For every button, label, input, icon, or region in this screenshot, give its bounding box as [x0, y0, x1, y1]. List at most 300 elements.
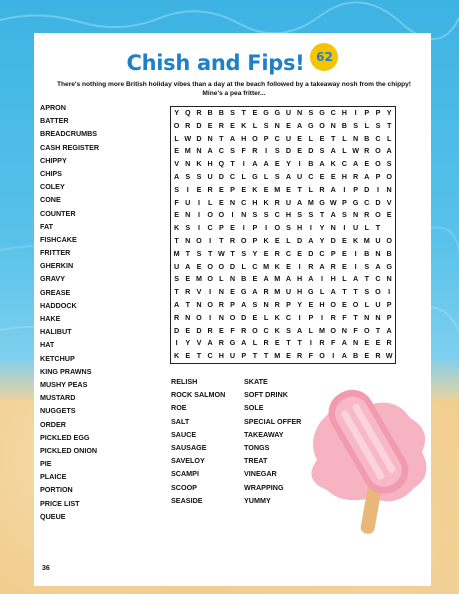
grid-letter: S: [241, 248, 247, 258]
grid-letter: U: [285, 287, 292, 297]
grid-letter: G: [252, 171, 258, 181]
grid-letter: E: [330, 171, 336, 181]
grid-letter: E: [196, 261, 202, 271]
grid-letter: A: [207, 338, 213, 348]
grid-letter: U: [285, 108, 292, 117]
grid-letter: I: [209, 312, 212, 322]
grid-letter: E: [342, 261, 347, 271]
grid-letter: G: [352, 197, 359, 207]
grid-letter: P: [230, 184, 235, 194]
grid-letter: L: [386, 133, 392, 143]
grid-letter: I: [343, 223, 346, 233]
grid-letter: O: [252, 325, 258, 335]
grid-letter: S: [308, 108, 314, 117]
grid-letter: G: [319, 197, 325, 207]
grid-letter: W: [385, 351, 393, 361]
grid-letter: N: [364, 312, 370, 322]
grid-letter: K: [241, 120, 247, 130]
grid-letter: N: [386, 274, 392, 284]
grid-letter: D: [375, 197, 381, 207]
grid-letter: I: [197, 210, 200, 220]
grid-letter: D: [285, 146, 292, 156]
grid-letter: E: [174, 146, 179, 156]
grid-letter: T: [375, 223, 381, 233]
word-list-item: TREAT: [244, 456, 268, 466]
grid-row: [171, 273, 395, 286]
grid-letter: E: [230, 120, 235, 130]
grid-letter: L: [364, 223, 369, 233]
grid-row: [171, 120, 395, 133]
grid-letter: E: [386, 210, 392, 220]
grid-letter: W: [329, 197, 337, 207]
word-list-item: KING PRAWNS: [40, 366, 92, 376]
word-list-item: SKATE: [244, 377, 268, 386]
grid-letter: A: [364, 171, 370, 181]
grid-letter: K: [252, 184, 258, 194]
grid-letter: P: [386, 312, 392, 322]
grid-letter: O: [319, 120, 325, 130]
grid-letter: S: [364, 287, 370, 297]
grid-letter: C: [263, 325, 269, 335]
page-title: Chish and Fips!: [126, 51, 305, 75]
grid-letter: E: [364, 159, 370, 169]
word-list-item: WRAPPING: [244, 482, 284, 492]
grid-letter: R: [274, 248, 280, 258]
grid-letter: A: [297, 197, 303, 207]
word-list-item: KETCHUP: [40, 353, 75, 363]
grid-letter: I: [321, 274, 324, 284]
grid-letter: P: [241, 351, 247, 361]
grid-letter: T: [241, 108, 246, 117]
grid-letter: R: [218, 299, 224, 309]
grid-letter: O: [218, 210, 225, 220]
grid-letter: O: [274, 223, 281, 233]
grid-letter: H: [319, 299, 325, 309]
grid-letter: I: [354, 248, 357, 258]
word-list-item: YUMMY: [244, 495, 271, 505]
grid-letter: I: [242, 223, 245, 233]
grid-letter: N: [218, 312, 224, 322]
grid-letter: O: [375, 159, 381, 169]
grid-letter: C: [274, 210, 280, 220]
grid-letter: Q: [184, 108, 191, 117]
word-list-item: HALIBUT: [40, 327, 72, 337]
grid-letter: F: [308, 351, 314, 361]
grid-letter: D: [241, 312, 247, 322]
grid-letter: B: [218, 108, 224, 117]
grid-letter: T: [353, 312, 358, 322]
grid-row: [171, 248, 395, 261]
grid-letter: L: [219, 274, 224, 284]
grid-letter: S: [263, 210, 269, 220]
word-list-item: ROCK SALMON: [171, 390, 226, 400]
grid-letter: C: [285, 248, 292, 258]
grid-letter: A: [241, 299, 247, 309]
grid-letter: E: [297, 248, 303, 258]
grid-letter: U: [185, 197, 191, 207]
grid-letter: U: [285, 197, 292, 207]
grid-letter: P: [364, 108, 370, 117]
grid-letter: D: [308, 248, 314, 258]
word-list-item: APRON: [40, 103, 66, 112]
grid-letter: A: [185, 261, 191, 271]
grid-letter: U: [229, 351, 236, 361]
grid-letter: I: [298, 261, 301, 271]
grid-letter: E: [319, 133, 325, 143]
grid-letter: L: [364, 299, 369, 309]
word-list-column-a: [40, 101, 99, 523]
word-list-item: RELISH: [171, 377, 198, 386]
grid-letter: E: [286, 261, 291, 271]
grid-letter: P: [252, 223, 258, 233]
grid-letter: E: [364, 351, 370, 361]
grid-row: [171, 209, 395, 222]
grid-letter: H: [241, 133, 247, 143]
grid-letter: E: [263, 248, 269, 258]
puzzle-number-badge: 62: [310, 43, 338, 71]
grid-letter: A: [263, 159, 269, 169]
grid-letter: R: [263, 338, 269, 348]
grid-letter: C: [241, 197, 247, 207]
grid-letter: A: [173, 171, 180, 181]
grid-letter: L: [174, 133, 179, 143]
grid-letter: P: [375, 108, 381, 117]
grid-letter: G: [274, 108, 281, 117]
grid-letter: U: [285, 133, 292, 143]
grid-letter: T: [364, 274, 369, 284]
grid-letter: C: [319, 248, 325, 258]
word-list-item: SALT: [171, 416, 190, 426]
grid-letter: R: [319, 338, 325, 348]
grid-letter: B: [241, 274, 247, 284]
grid-letter: N: [386, 184, 392, 194]
grid-letter: C: [375, 274, 381, 284]
grid-letter: E: [274, 235, 280, 245]
grid-letter: A: [173, 299, 180, 309]
grid-row: [171, 337, 395, 350]
grid-letter: I: [321, 312, 324, 322]
grid-letter: G: [308, 287, 314, 297]
grid-letter: U: [173, 261, 180, 271]
grid-row: [171, 145, 395, 158]
grid-letter: E: [286, 184, 291, 194]
grid-letter: B: [364, 133, 370, 143]
grid-letter: M: [319, 325, 326, 335]
word-list-item: CONE: [40, 195, 61, 205]
grid-letter: I: [209, 287, 212, 297]
grid-letter: C: [308, 171, 314, 181]
grid-letter: L: [342, 133, 347, 143]
grid-letter: T: [196, 351, 202, 361]
grid-letter: B: [352, 351, 359, 361]
grid-row: [171, 235, 395, 248]
grid-letter: O: [375, 287, 381, 297]
grid-letter: C: [330, 108, 336, 117]
grid-letter: S: [196, 248, 202, 258]
grid-letter: N: [330, 120, 336, 130]
grid-letter: Y: [286, 159, 291, 169]
grid-letter: O: [207, 261, 213, 271]
grid-letter: N: [375, 312, 381, 322]
grid-letter: Q: [218, 159, 225, 169]
word-list-item: GRAVY: [40, 274, 66, 284]
grid-letter: U: [297, 171, 303, 181]
grid-letter: E: [375, 338, 381, 348]
grid-row: [171, 222, 395, 235]
grid-letter: M: [274, 351, 281, 361]
grid-letter: S: [185, 171, 191, 181]
grid-letter: I: [231, 210, 234, 220]
grid-letter: M: [173, 248, 180, 258]
word-list-item: ROE: [171, 403, 187, 413]
grid-letter: P: [263, 133, 269, 143]
grid-letter: D: [297, 235, 303, 245]
word-search-grid: [170, 106, 396, 364]
grid-letter: I: [309, 338, 312, 348]
grid-letter: A: [352, 274, 359, 284]
grid-letter: B: [341, 120, 347, 130]
grid-letter: S: [274, 171, 280, 181]
grid-row: [171, 107, 395, 120]
grid-letter: E: [207, 120, 213, 130]
grid-row: [171, 171, 395, 184]
grid-letter: E: [342, 299, 347, 309]
grid-letter: R: [241, 325, 247, 335]
grid-letter: A: [241, 338, 247, 348]
grid-letter: A: [319, 159, 325, 169]
grid-letter: N: [196, 299, 202, 309]
grid-letter: F: [174, 197, 179, 207]
grid-letter: C: [341, 159, 347, 169]
grid-letter: K: [352, 235, 359, 245]
grid-letter: K: [274, 312, 280, 322]
grid-letter: B: [386, 248, 392, 258]
grid-row: [171, 299, 395, 312]
grid-letter: S: [297, 210, 303, 220]
word-list-item: COLEY: [40, 182, 65, 192]
grid-letter: O: [173, 120, 180, 130]
grid-letter: B: [207, 108, 213, 117]
grid-letter: Y: [174, 108, 179, 117]
grid-letter: I: [343, 184, 346, 194]
grid-letter: E: [252, 312, 258, 322]
grid-letter: I: [197, 223, 200, 233]
grid-letter: E: [286, 120, 291, 130]
grid-letter: S: [308, 210, 314, 220]
grid-letter: N: [297, 108, 303, 117]
grid-letter: O: [196, 312, 202, 322]
grid-letter: H: [297, 223, 303, 233]
word-list-item: MUSTARD: [40, 393, 76, 403]
grid-row: [171, 350, 395, 363]
grid-letter: M: [274, 274, 281, 284]
grid-letter: R: [274, 299, 280, 309]
grid-letter: O: [352, 299, 359, 309]
intro-text: There's nothing more British holiday vibes than a day at the beach followed by a takeaway nosh from the chippy! Mine's a pea fritter...: [56, 81, 412, 97]
grid-letter: O: [252, 133, 258, 143]
grid-letter: C: [207, 223, 213, 233]
grid-letter: R: [173, 312, 180, 322]
word-list-item: CHIPPY: [40, 155, 67, 165]
grid-letter: I: [354, 261, 357, 271]
grid-letter: P: [308, 312, 314, 322]
grid-letter: M: [307, 197, 314, 207]
grid-letter: C: [207, 351, 213, 361]
grid-letter: D: [229, 261, 236, 271]
grid-letter: C: [252, 261, 258, 271]
grid-letter: R: [274, 197, 280, 207]
grid-letter: T: [297, 184, 302, 194]
pink-ice-lolly-icon: [302, 380, 437, 540]
grid-letter: N: [185, 210, 191, 220]
grid-letter: C: [364, 197, 370, 207]
grid-letter: S: [342, 210, 347, 220]
grid-letter: W: [217, 248, 225, 258]
grid-letter: A: [386, 325, 392, 335]
grid-letter: E: [274, 159, 280, 169]
grid-letter: A: [252, 159, 258, 169]
grid-letter: N: [352, 210, 359, 220]
grid-letter: H: [341, 171, 347, 181]
grid-letter: R: [207, 184, 213, 194]
word-list-item: SCAMPI: [171, 469, 199, 479]
grid-letter: P: [375, 171, 381, 181]
grid-letter: F: [241, 146, 246, 156]
grid-letter: N: [185, 235, 191, 245]
word-list-item: GREASE: [40, 287, 71, 297]
grid-row: [171, 312, 395, 325]
grid-letter: R: [185, 120, 191, 130]
grid-letter: G: [263, 108, 269, 117]
grid-letter: T: [219, 235, 224, 245]
grid-letter: E: [185, 351, 191, 361]
word-list-item: BATTER: [40, 116, 69, 126]
grid-letter: P: [230, 299, 235, 309]
grid-letter: C: [274, 133, 280, 143]
grid-letter: A: [252, 287, 258, 297]
word-list-item: TONGS: [244, 442, 270, 452]
grid-letter: S: [286, 223, 291, 233]
grid-letter: P: [353, 184, 358, 194]
grid-letter: E: [218, 184, 224, 194]
grid-letter: L: [241, 261, 246, 271]
grid-letter: O: [207, 210, 213, 220]
grid-letter: R: [229, 235, 236, 245]
grid-letter: C: [218, 146, 224, 156]
word-list-item: SOLE: [244, 403, 264, 413]
grid-letter: I: [332, 351, 335, 361]
grid-letter: O: [375, 210, 381, 220]
grid-letter: M: [195, 274, 202, 284]
grid-letter: U: [352, 223, 359, 233]
word-list-item: PORTION: [40, 485, 73, 495]
word-list-item: MUSHY PEAS: [40, 379, 88, 389]
grid-letter: F: [331, 338, 336, 348]
grid-letter: L: [286, 235, 291, 245]
grid-letter: S: [185, 223, 191, 233]
grid-letter: C: [375, 133, 381, 143]
grid-letter: G: [386, 261, 392, 271]
grid-letter: O: [386, 171, 392, 181]
grid-row: [171, 158, 395, 171]
grid-letter: T: [174, 235, 179, 245]
grid-letter: A: [285, 171, 292, 181]
grid-letter: N: [207, 133, 213, 143]
grid-letter: R: [308, 261, 314, 271]
grid-letter: D: [173, 325, 180, 335]
word-list-item: PICKLED EGG: [40, 432, 90, 442]
grid-letter: H: [285, 210, 292, 220]
grid-letter: Y: [319, 223, 325, 233]
grid-letter: L: [319, 287, 325, 297]
grid-letter: S: [196, 171, 202, 181]
grid-letter: V: [196, 287, 202, 297]
grid-letter: I: [376, 184, 379, 194]
grid-letter: L: [252, 120, 258, 130]
grid-letter: D: [196, 133, 202, 143]
grid-letter: E: [342, 248, 347, 258]
grid-letter: Y: [297, 299, 303, 309]
grid-letter: L: [308, 184, 314, 194]
grid-letter: T: [185, 248, 190, 258]
grid-letter: G: [240, 287, 247, 297]
grid-letter: N: [375, 248, 381, 258]
grid-letter: W: [184, 133, 192, 143]
grid-letter: G: [319, 108, 325, 117]
grid-letter: T: [353, 287, 358, 297]
grid-letter: A: [207, 146, 213, 156]
grid-letter: L: [241, 171, 246, 181]
grid-letter: E: [185, 325, 191, 335]
word-list-item: SOFT DRINK: [244, 390, 288, 400]
grid-letter: U: [375, 235, 381, 245]
grid-letter: S: [353, 120, 358, 130]
grid-letter: Y: [252, 248, 258, 258]
grid-letter: R: [207, 325, 213, 335]
grid-letter: N: [185, 159, 191, 169]
grid-letter: A: [375, 261, 381, 271]
grid-letter: O: [330, 299, 337, 309]
grid-letter: O: [319, 351, 325, 361]
grid-row: [171, 133, 395, 146]
grid-letter: I: [388, 287, 391, 297]
grid-letter: I: [197, 197, 200, 207]
word-list-item: SAVELOY: [171, 456, 205, 466]
grid-letter: L: [342, 146, 347, 156]
grid-letter: D: [196, 120, 202, 130]
grid-letter: S: [386, 159, 392, 169]
grid-letter: N: [263, 299, 269, 309]
grid-letter: O: [218, 261, 225, 271]
grid-letter: T: [207, 248, 213, 258]
grid-letter: B: [308, 159, 314, 169]
grid-letter: I: [309, 223, 312, 233]
grid-row: [171, 261, 395, 274]
grid-letter: E: [230, 223, 235, 233]
word-list-item: SAUCE: [171, 429, 197, 439]
grid-letter: A: [297, 120, 303, 130]
grid-letter: E: [297, 133, 303, 143]
grid-letter: R: [352, 171, 359, 181]
grid-letter: P: [286, 299, 291, 309]
grid-letter: S: [174, 184, 179, 194]
grid-letter: H: [297, 274, 303, 284]
grid-letter: T: [252, 351, 258, 361]
grid-letter: W: [352, 146, 359, 156]
grid-letter: S: [274, 146, 280, 156]
grid-letter: I: [242, 159, 245, 169]
grid-letter: L: [263, 171, 269, 181]
